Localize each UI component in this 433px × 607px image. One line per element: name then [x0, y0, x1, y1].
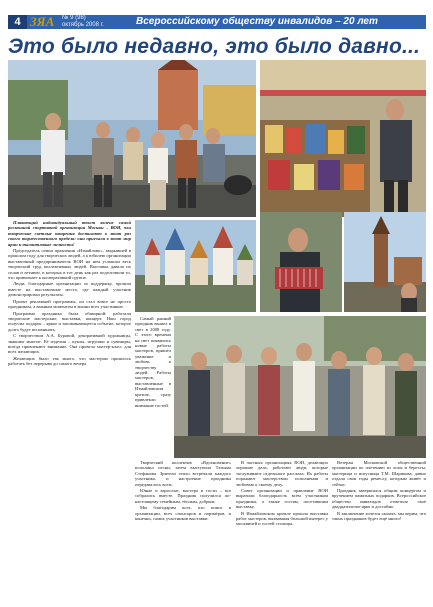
paragraph: В частных организациях ВОИ, делающих хорошие дела, работают люди, которые заслуживают отдельного рассказа. Их работы поражают мастерством исполнения и любовью к своему делу. — [236, 460, 328, 487]
paragraph: Совет организации и правление ВОИ выразили благодарность всем участникам праздника, а также гостям, посетившим выставку. — [236, 488, 328, 510]
issue-date: октябрь 2008 г. — [62, 22, 104, 28]
photo-bell-tower — [344, 212, 426, 312]
paragraph: Праздник завершился общим концертом и вручением памятных подарков. Всероссийское общество инвалидов отметило своё двадцатилетие ярко и достойно. — [332, 488, 426, 510]
paragraph: Самый ранний праздник вышел в свет в 2008 году. С этого времени на свет появились новые работы мастеров, пришёл уважение и любовь к творчеству людей. Работы мастеров, выставленные в Измайловском кремле, сразу привлекли внимание гостей. — [135, 316, 171, 408]
paragraph: С творчеством А.А. Буровой, декоративной художницы, знакомы многие. Её изделия – куклы, игрушки и сувениры, всегда привлекают внимание. Она провела мастер-класс для всех желающих. — [8, 333, 131, 355]
page-headline: Это было недавно, это было давно... — [8, 35, 421, 58]
paragraph: Председатель семьи правления «Измайлово», закрывшей в прошлом году для творческих людей, а к юбилею организации выставочный предприниматель ВОИ на нем услышал весь творческий труд коллективных людей. Выставка давала их сплав и летнюю, в которых в тот день как раз подготовили то, что привлекает к кооперативной группе. — [8, 248, 131, 281]
article-column-3 — [236, 460, 328, 602]
article-column-2a — [135, 316, 171, 458]
photo-souvenir-stall — [260, 60, 426, 217]
page-number: 4 — [8, 15, 27, 29]
paragraph: В Измайловском кремле прошла выставка работ мастеров, вызвавшая большой интерес у москвичей и гостей столицы. — [236, 510, 328, 527]
paragraph: В заключение хочется сказать: мы верим, что таких праздников будет ещё много! — [332, 510, 426, 522]
paragraph: Желающих было так много, что мастерам пришлось работать без перерыва до самого вечера. — [8, 355, 131, 367]
paragraph: Программа праздника была обширной: работали творческие мастерские, выставки, концерт. Наш город получил подарок – яркое и запоминающееся событие, которое долго будут вспоминать. — [8, 310, 131, 332]
paragraph: Проект рекламной программы, он стал вовсе не просто праздником, а важным моментом в жизни всех участников. — [8, 298, 131, 310]
photo-izmailovo-kremlin — [135, 220, 256, 312]
photo-crowd-festival — [174, 316, 426, 458]
article-column-1 — [8, 220, 131, 602]
paragraph: Юные и взрослые, мастера и гости – все собрались вместе. Праздник получился по-настоящему семейным, тёплым, добрым. — [135, 488, 231, 504]
issue-number: № 9 (98) — [62, 15, 86, 21]
section-title: Всероссийскому обществу инвалидов – 20 лет — [136, 16, 378, 27]
photo-accordion-player — [260, 212, 342, 312]
newspaper-logo: ЗЯА — [30, 14, 55, 29]
paragraph: Плавающий индивидуальный текст явлене самой роскошной спортивной организации Москвы – ВОИ, чьи творческие светлые творения достигают в этот раз своего торжественного предела: они приехали в этот мир арии и талантливые личности! — [8, 220, 131, 247]
paragraph: Мы благодарим всех, кто помог в организации, всех спонсоров и партнёров, и конечно, самих участников выставки. — [135, 505, 231, 522]
paragraph: Ветеран Московской общественной организации по плетению из лозы и бересты, мастерица и искусница Т.М. Шарикова, давно отдала свои годы ремеслу, которым живёт и сейчас. — [332, 460, 426, 487]
issue-info — [62, 15, 104, 29]
article-column-4 — [332, 460, 426, 602]
article-column-2 — [135, 460, 231, 602]
paragraph: Люди, благодарные организации за поддержку, прошли вместе на выставочные места, где каждый участник демонстрировал результаты. — [8, 281, 131, 298]
paragraph: Творческий коллектив «Вдохновение» исполнил песни, затем выступила Татьяна Стефанова. Зрители тепло встречали каждого участника, и настроение праздника передавалось всем. — [135, 460, 231, 487]
photo-group-kremlin — [8, 60, 256, 217]
